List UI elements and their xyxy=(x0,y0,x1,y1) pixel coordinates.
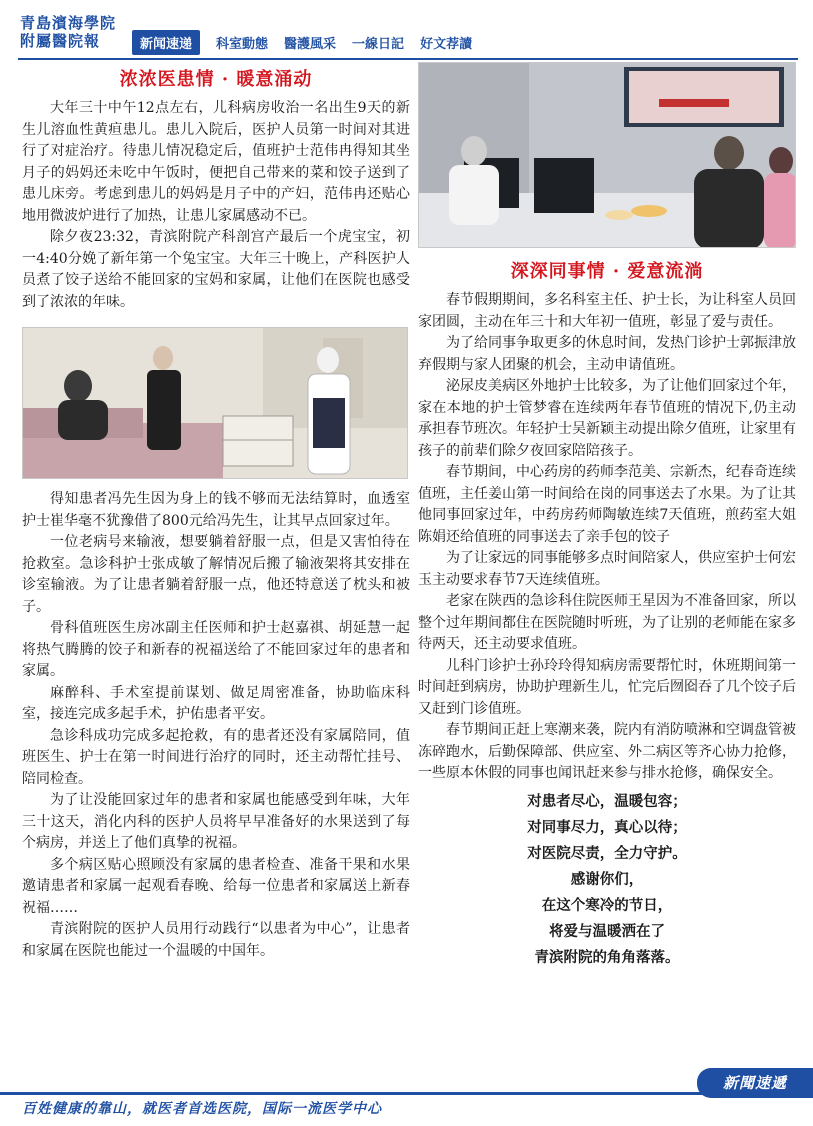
header-divider xyxy=(18,58,798,60)
closing-verse xyxy=(418,789,796,971)
article2-paragraph: 为了给同事争取更多的休息时间，发热门诊护士郭振津放弃假期与家人团聚的机会，主动申请值班。 xyxy=(418,335,796,373)
article1-paragraph: 一位老病号来输液，想要躺着舒服一点，但是又害怕待在抢救室。急诊科护士张成敏了解情况后搬了输液架将其安排在诊室输液。为了让患者躺着舒服一点，他还特意送了枕头和被子。 xyxy=(22,534,410,615)
article1-paragraph: 青滨附院的医护人员用行动践行“以患者为中心”，让患者和家属在医院也能过一个温暖的中国年。 xyxy=(22,921,410,959)
footer-divider xyxy=(0,1092,813,1095)
logo-line-1: 青島濱海學院 xyxy=(20,14,117,32)
duty-room-photo xyxy=(418,62,796,248)
closing-line: 对医院尽责，全力守护。 xyxy=(527,844,687,862)
logo-line-2: 附屬醫院報 xyxy=(20,32,101,50)
article1-paragraph: 急诊科成功完成多起抢救，有的患者还没有家属陪同，值班医生、护士在第一时间进行治疗的同时，还主动帮忙挂号、陪同检查。 xyxy=(22,727,410,787)
article1-paragraph: 为了让没能回家过年的患者和家属也能感受到年味，大年三十这天，消化内科的医护人员将早早准备好的水果送到了每个病房，并送上了他们真挚的祝福。 xyxy=(22,792,410,851)
article2-paragraph: 春节期间，中心药房的药师李范美、宗新杰，纪春奇连续值班，主任姜山第一时间给在岗的同事送去了水果。为了让其他同事回家过年，中药房药师陶敏连续7天值班，煎药室大姐陈娟还给值班的同事送去了亲手包的饺子 xyxy=(418,464,796,545)
footer-slogan: 百姓健康的靠山，就医者首选医院，国际一流医学中心 xyxy=(22,1101,382,1117)
article1-paragraph: 除夕夜23:32，青滨附院产科剖宫产最后一个虎宝宝，初一4:40分娩了新年第一个兔宝宝。大年三十晚上，产科医护人员煮了饺子送给不能回家的宝妈和家属，让他们在医院也感受到了浓浓的年味。 xyxy=(22,229,410,310)
closing-line: 将爱与温暖洒在了 xyxy=(549,922,665,940)
article2-paragraph: 为了让家远的同事能够多点时间陪家人，供应室护士何宏玉主动要求春节7天连续值班。 xyxy=(418,550,796,588)
section-tag[interactable]: 新聞速遞 xyxy=(697,1068,813,1098)
article1-paragraph: 大年三十中午12点左右，儿科病房收治一名出生9天的新生儿溶血性黄疸患儿。患儿入院后，医护人员第一时间对其进行了对症治疗。待患儿情况稳定后，值班护士范伟冉得知其坐月子的妈妈还未吃中午饭时，便把自己带来的菜和饺子送到了患儿床旁。考虑到患儿的妈妈是月子中的产妇，范伟冉还贴心地用微波炉进行了加热，让患儿家属感动不已。 xyxy=(22,100,410,224)
page-footer xyxy=(0,1074,813,1126)
ward-visit-photo xyxy=(22,327,408,479)
page-header xyxy=(0,0,813,62)
article1-paragraph: 麻醉科、手术室提前谋划、做足周密准备，协助临床科室，接连完成多起手术，护佑患者平安。 xyxy=(22,684,410,722)
closing-line: 对同事尽力，真心以待； xyxy=(527,818,687,836)
duty-room-illustration xyxy=(419,63,796,248)
article-doctor-patient xyxy=(22,66,410,962)
article1-title: 浓浓医患情 · 暖意涌动 xyxy=(119,69,313,90)
closing-line: 感谢你们， xyxy=(570,870,644,888)
article1-paragraph: 得知患者冯先生因为身上的钱不够而无法结算时，血透室护士崔华毫不犹豫借了800元给冯先生，让其早点回家过年。 xyxy=(22,491,410,529)
article1-paragraph: 骨科值班医生房冰副主任医师和护士赵嘉祺、胡延慧一起将热气腾腾的饺子和新春的祝福送给了不能回家过年的患者和家属。 xyxy=(22,620,410,679)
closing-line: 对患者尽心，温暖包容； xyxy=(527,792,687,810)
nav-item-department-news[interactable]: 科室動態 xyxy=(216,37,269,52)
article2-paragraph: 老家在陕西的急诊科住院医师王星因为不准备回家，所以整个过年期间都住在医院随时听班，为了让别的老师能在家多待两天，还主动要求值班。 xyxy=(418,593,796,652)
article2-title: 深深同事情 · 爱意流淌 xyxy=(510,261,704,282)
article2-paragraph: 春节假期期间，多名科室主任、护士长，为让科室人员回家团圆，主动在年三十和大年初一值班，彰显了爱与责任。 xyxy=(418,292,796,330)
section-nav xyxy=(132,30,472,55)
closing-line: 青滨附院的角角落落。 xyxy=(534,948,680,966)
article2-paragraph: 春节期间正赶上寒潮来袭，院内有消防喷淋和空调盘管被冻碎跑水，后勤保障部、供应室、外二病区等齐心协力抢修，一些原本休假的同事也闻讯赶来参与排水抢修，确保安全。 xyxy=(418,722,796,781)
nav-item-frontline-diary[interactable]: 一線日記 xyxy=(352,37,405,52)
closing-line: 在这个寒冷的节日， xyxy=(541,896,673,914)
article2-paragraph: 儿科门诊护士孙玲玲得知病房需要帮忙时，休班期间第一时间赶到病房，协助护理新生儿，忙完后囫囵吞了几个饺子后又赶到门诊值班。 xyxy=(418,657,796,717)
nav-item-news-express[interactable]: 新闻速递 xyxy=(132,30,200,55)
ward-visit-illustration xyxy=(23,328,408,479)
article-colleagues xyxy=(418,62,796,971)
article2-paragraph: 泌尿皮美病区外地护士比较多，为了让他们回家过个年，家在本地的护士管梦睿在连续两年春节值班的情况下,仍主动承担春节班次。年轻护士吴新颖主动提出除夕值班，让家里有孩子的前辈们除夕夜回家陪陪孩子。 xyxy=(418,378,796,459)
newspaper-logo[interactable] xyxy=(20,14,132,50)
nav-item-staff-profiles[interactable]: 醫護風采 xyxy=(284,37,337,52)
article1-paragraph: 多个病区贴心照顾没有家属的患者检查、准备干果和水果邀请患者和家属一起观看春晚、给每一位患者和家属送上新春祝福…… xyxy=(22,856,410,916)
nav-item-recommended-reading[interactable]: 好文荐讀 xyxy=(420,37,473,52)
